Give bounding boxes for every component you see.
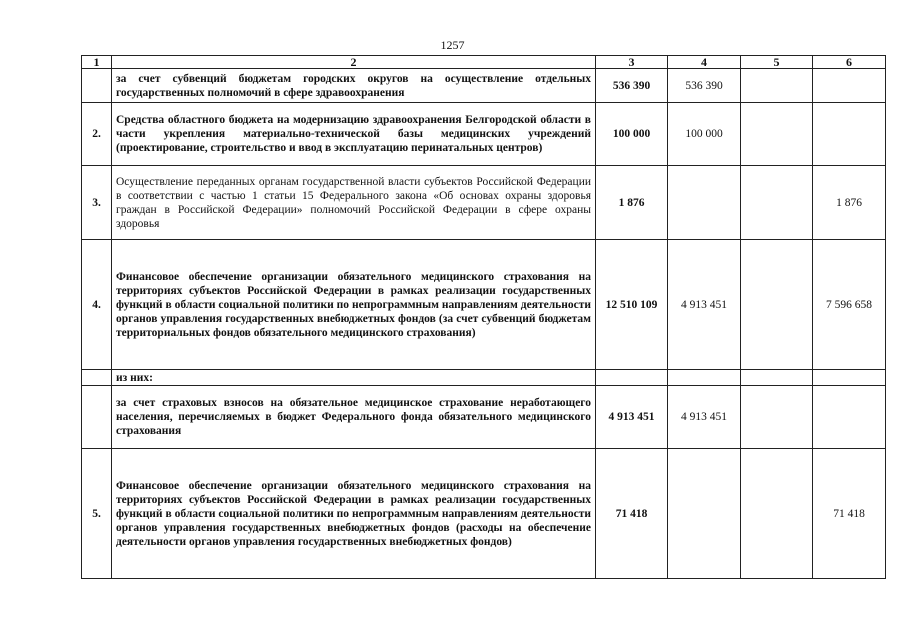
row-description (112, 166, 596, 240)
row-number: 2. (82, 103, 112, 166)
row-col-4: 4 913 451 (668, 240, 741, 370)
header-col-3: 3 (596, 56, 668, 69)
row-description-text: за счет страховых взносов на обязательное медицинское страхование неработающего населения, перечисляемых в бюджет Федерального фонда обязательного медицинского страхования (116, 397, 591, 437)
row-col-6 (813, 103, 886, 166)
table-row (82, 386, 886, 449)
row-number (82, 69, 112, 103)
row-col-4: 4 913 451 (668, 386, 741, 449)
row-description-text: Финансовое обеспечение организации обязательного медицинского страхования на территориях субъектов Российской Федерации в рамках реализации государственных функций в области социальной политики по непрограммным направлениям деятельности органов управления государственных внебюджетных фондов (расходы на обеспечение деятельности органов управления государственных внебюджетных фондов) (116, 479, 591, 548)
row-description (112, 69, 596, 103)
table-row (82, 69, 886, 103)
header-col-4: 4 (668, 56, 741, 69)
row-number: 5. (82, 449, 112, 579)
row-col-4: 100 000 (668, 103, 741, 166)
row-col-6 (813, 370, 886, 386)
row-description (112, 370, 596, 386)
row-col-6: 7 596 658 (813, 240, 886, 370)
row-description-text: Осуществление переданных органам государственной власти субъектов Российской Федерации в соответствии с частью 1 статьи 15 Федерального закона «Об основах охраны здоровья граждан в Российской Федерации» полномочий Российской Федерации в сфере охраны здоровья (116, 175, 591, 230)
row-col-5 (741, 370, 813, 386)
table-row (82, 166, 886, 240)
row-description (112, 386, 596, 449)
row-total: 4 913 451 (596, 386, 668, 449)
row-col-5 (741, 449, 813, 579)
row-col-6 (813, 386, 886, 449)
row-number: 4. (82, 240, 112, 370)
row-number (82, 386, 112, 449)
row-description (112, 240, 596, 370)
row-number (82, 370, 112, 386)
row-description-text: из них: (116, 371, 153, 384)
table-row (82, 103, 886, 166)
row-col-4 (668, 166, 741, 240)
row-number: 3. (82, 166, 112, 240)
row-description (112, 103, 596, 166)
table-row (82, 449, 886, 579)
row-col-4: 536 390 (668, 69, 741, 103)
row-col-4 (668, 449, 741, 579)
row-description-text: Средства областного бюджета на модернизацию здравоохранения Белгородской области в части укрепления материально-технической базы медицинских учреждений (проектирование, строительство и ввод в эксплуатацию перинатальных центров) (116, 114, 591, 154)
table-row (82, 370, 886, 386)
row-total: 12 510 109 (596, 240, 668, 370)
header-col-6: 6 (813, 56, 886, 69)
row-col-5 (741, 386, 813, 449)
row-total: 536 390 (596, 69, 668, 103)
row-col-5 (741, 240, 813, 370)
row-total: 71 418 (596, 449, 668, 579)
header-col-1: 1 (82, 56, 112, 69)
row-col-5 (741, 69, 813, 103)
row-total: 1 876 (596, 166, 668, 240)
row-description (112, 449, 596, 579)
table-header-row (82, 56, 886, 69)
row-col-6 (813, 69, 886, 103)
header-col-5: 5 (741, 56, 813, 69)
budget-table (81, 55, 886, 579)
row-description-text: за счет субвенций бюджетам городских округов на осуществление отдельных государственных полномочий в сфере здравоохранения (116, 72, 591, 99)
header-col-2: 2 (112, 56, 596, 69)
row-col-4 (668, 370, 741, 386)
page-number: 1257 (440, 38, 465, 52)
row-col-6: 71 418 (813, 449, 886, 579)
row-col-5 (741, 103, 813, 166)
row-description-text: Финансовое обеспечение организации обязательного медицинского страхования на территориях субъектов Российской Федерации в рамках реализации государственных функций в области социальной политики по непрограммным направлениям деятельности органов управления государственных внебюджетных фондов (за счет субвенций бюджетам территориальных фондов обязательного медицинского страхования) (116, 270, 591, 339)
table-row (82, 240, 886, 370)
row-col-6: 1 876 (813, 166, 886, 240)
row-total: 100 000 (596, 103, 668, 166)
row-total (596, 370, 668, 386)
row-col-5 (741, 166, 813, 240)
